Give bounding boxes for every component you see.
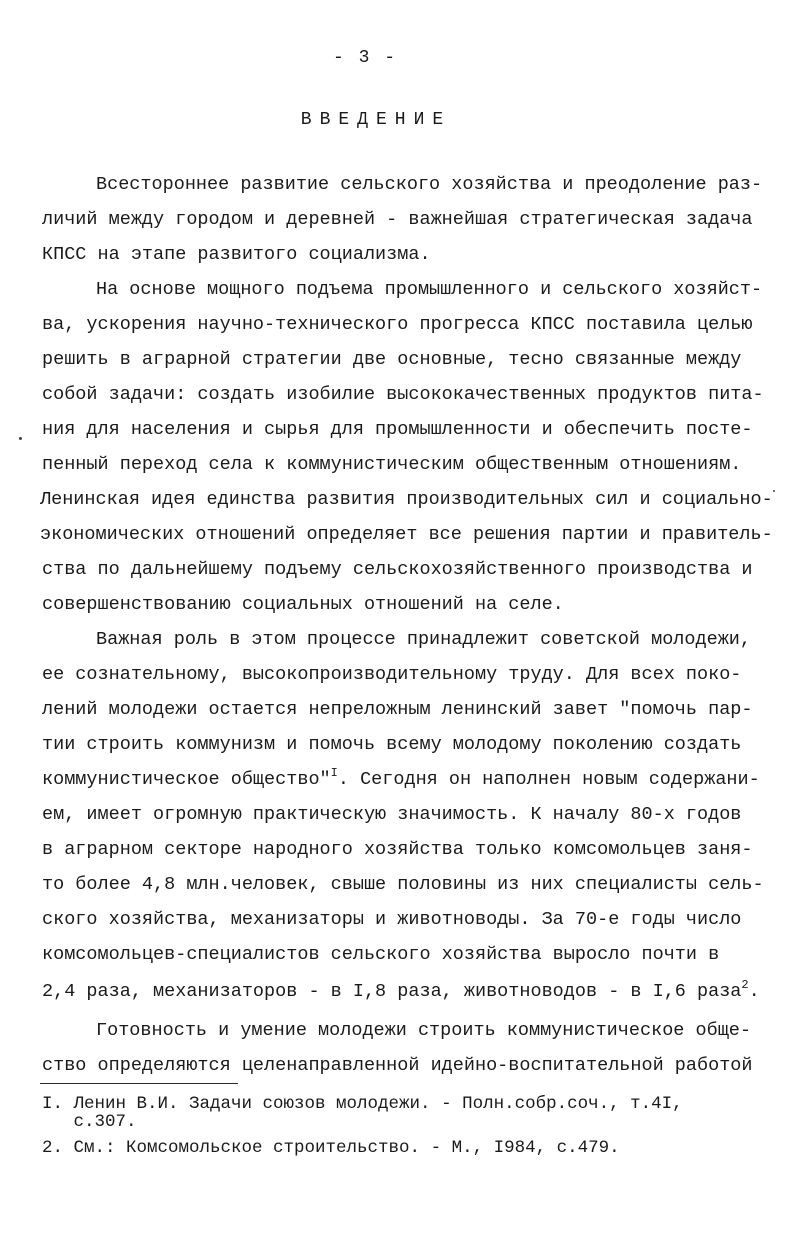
footnote-2: 2. См.: Комсомольское строительство. - М., I984, с.479.: [42, 1138, 620, 1158]
text-line: ем, имеет огромную практическую значимость. К началу 80-х годов: [42, 804, 742, 825]
footnote-mark: 2: [741, 978, 749, 992]
text-line: На основе мощного подъема промышленного и сельского хозяйст-: [96, 279, 763, 300]
text-line: лений молодежи остается непреложным ленинский завет "помочь пар-: [42, 699, 753, 720]
text-line: Ленинская идея единства развития производительных сил и социально-: [40, 489, 773, 510]
text-line: ства по дальнейшему подъему сельскохозяйственного производства и: [42, 559, 753, 580]
text-line: совершенствованию социальных отношений на селе.: [42, 594, 564, 615]
text-segment: 2,4 раза, механизаторов - в I,8 раза, животноводов - в I,6 раза: [42, 981, 742, 1002]
text-line: ее сознательному, высокопроизводительному труду. Для всех поко-: [42, 664, 742, 685]
scan-speck: [19, 437, 22, 440]
text-line: ство определяются целенаправленной идейно-воспитательной работой: [42, 1055, 753, 1076]
footnote-1: I. Ленин В.И. Задачи союзов молодежи. - Полн.собр.соч., т.4I,: [42, 1094, 683, 1114]
footnote-mark: I: [330, 766, 338, 780]
footnote-divider: [40, 1083, 238, 1084]
text-line: пенный переход села к коммунистическим общественным отношениям.: [42, 454, 742, 475]
text-line: собой задачи: создать изобилие высококачественных продуктов пита-: [42, 384, 764, 405]
text-line: ва, ускорения научно-технического прогресса КПСС поставила целью: [42, 314, 753, 335]
text-segment: . Сегодня он наполнен новым содержани-: [337, 769, 760, 790]
text-line: экономических отношений определяет все решения партии и правитель-: [40, 524, 773, 545]
text-line: [42, 767, 762, 793]
text-line: тии строить коммунизм и помочь всему молодому поколению создать: [42, 734, 742, 755]
text-line: решить в аграрной стратегии две основные, тесно связанные между: [42, 349, 742, 370]
text-line: Готовность и умение молодежи строить коммунистическое обще-: [96, 1020, 752, 1041]
footnote-1-continuation: с.307.: [42, 1112, 137, 1132]
text-line: то более 4,8 млн.человек, свыше половины из них специалисты сель-: [42, 874, 764, 895]
text-segment: .: [748, 981, 760, 1002]
text-line: ния для населения и сырья для промышленности и обеспечить посте-: [42, 419, 753, 440]
text-line: Всестороннее развитие сельского хозяйства и преодоление раз-: [96, 174, 763, 195]
text-line: в аграрном секторе народного хозяйства только комсомольцев заня-: [42, 839, 753, 860]
text-line: [42, 979, 762, 1005]
page-number: - 3 -: [332, 48, 397, 68]
text-line: комсомольцев-специалистов сельского хозяйства выросло почти в: [42, 944, 720, 965]
text-line: КПСС на этапе развитого социализма.: [42, 244, 431, 265]
scan-speck: [773, 490, 775, 492]
text-segment: коммунистическое общество": [42, 769, 331, 790]
text-line: личий между городом и деревней - важнейшая стратегическая задача: [42, 209, 753, 230]
page-title: ВВЕДЕНИЕ: [300, 110, 452, 130]
text-line: ского хозяйства, механизаторы и животноводы. За 70-е годы число: [42, 909, 742, 930]
text-line: Важная роль в этом процессе принадлежит советской молодежи,: [96, 629, 752, 650]
